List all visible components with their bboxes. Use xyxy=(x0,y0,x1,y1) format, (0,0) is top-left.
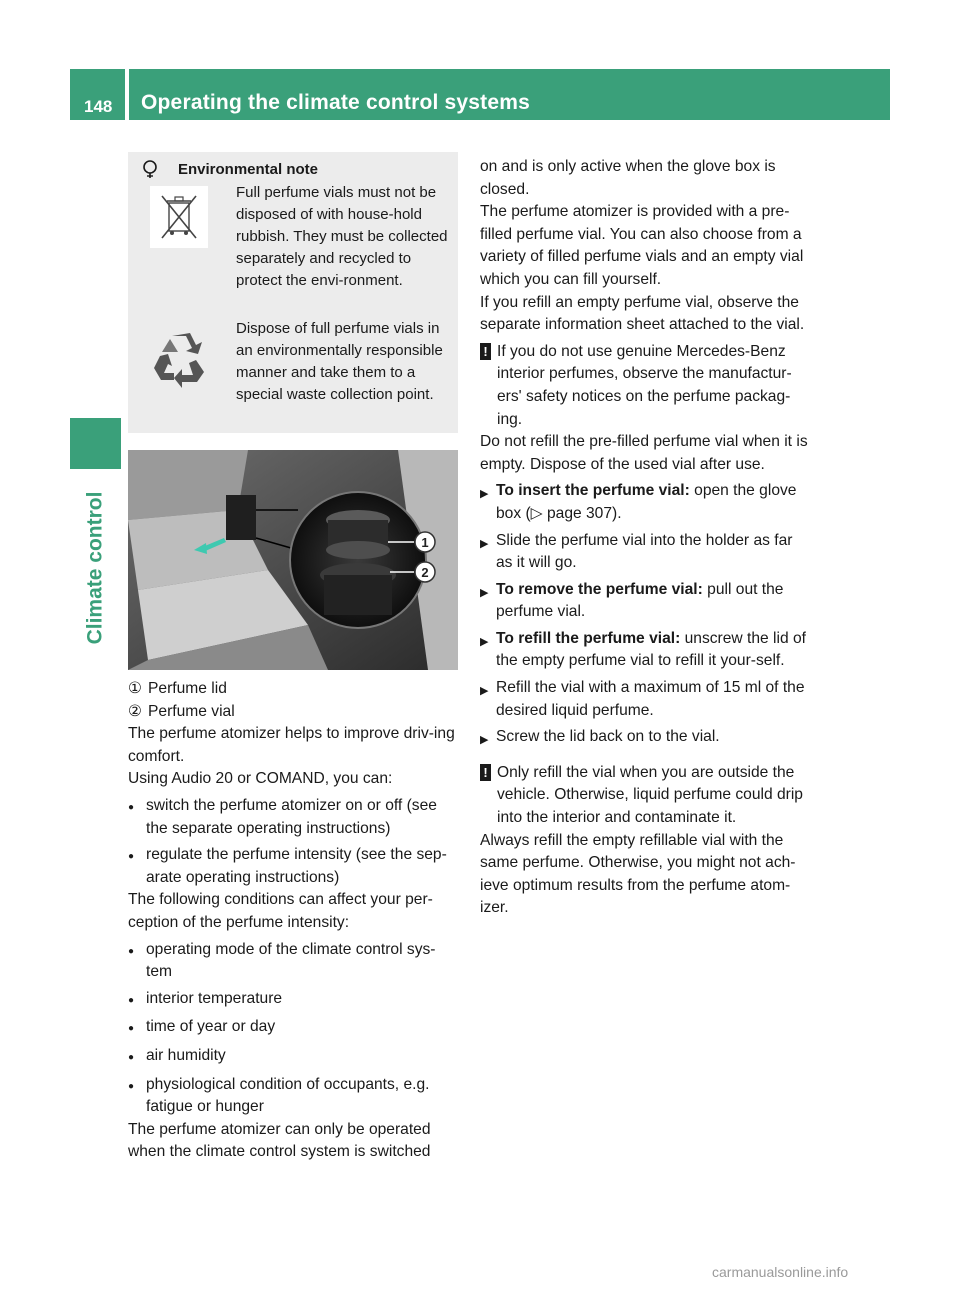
env-note-heading xyxy=(140,159,318,179)
arrow-icon: ▶ xyxy=(480,586,489,599)
list-item: ● air humidity xyxy=(128,1046,226,1064)
warning-note: ! Only refill the vial when you are outside the vehicle. Otherwise, liquid perfume could drip into the interior and contaminate it. xyxy=(480,762,812,830)
page-title: Operating the climate control systems xyxy=(129,69,890,120)
list-item: ● regulate the perfume intensity (see the sep-arate operating instructions) xyxy=(128,846,447,886)
recycle-icon xyxy=(146,326,212,388)
paragraph: The perfume atomizer can only be operated when the climate control system is switched xyxy=(128,1120,431,1161)
list-item: ● operating mode of the climate control sys-tem xyxy=(128,940,436,981)
arrow-icon: ▶ xyxy=(480,488,489,501)
environmental-note xyxy=(128,152,458,433)
side-tab-label: Climate control xyxy=(83,491,107,645)
list-item: ● switch the perfume atomizer on or off (see the separate operating instructions) xyxy=(128,796,437,837)
step-item: ▶ Refill the vial with a maximum of 15 ml of the desired liquid perfume. xyxy=(480,677,812,722)
lightbulb-icon xyxy=(140,159,160,179)
step-item: ▶ To insert the perfume vial: open the glove box (▷ page 307). xyxy=(480,480,812,525)
paragraph: The perfume atomizer is provided with a pre-filled perfume vial. You can also choose from a variety of filled perfume vials and an empty vial which you can fill yourself. xyxy=(480,203,804,288)
warning-icon: ! xyxy=(480,764,491,781)
legend-item: ① Perfume lid xyxy=(128,680,227,697)
paragraph: on and is only active when the glove box is closed. xyxy=(480,158,776,198)
side-tab-marker xyxy=(70,418,121,469)
paragraph: Using Audio 20 or COMAND, you can: xyxy=(128,770,393,788)
step-item: ▶ To remove the perfume vial: pull out the perfume vial. xyxy=(480,579,812,624)
step-item: ▶ Screw the lid back on to the vial. xyxy=(480,726,812,752)
arrow-icon: ▶ xyxy=(480,537,489,550)
paragraph: The perfume atomizer helps to improve driv-ing comfort. xyxy=(128,725,455,765)
arrow-icon: ▶ xyxy=(480,734,489,747)
env-note-heading-text: Environmental note xyxy=(178,160,319,178)
crossed-bin-icon xyxy=(150,186,208,248)
list-item: ● interior temperature xyxy=(128,989,283,1007)
step-item: ▶ To refill the perfume vial: unscrew the lid of the empty perfume vial to refill it your-self. xyxy=(480,628,812,673)
env-note-text-1: Full perfume vials must not be disposed of with house-hold rubbish. They must be collected separately and recycled to protect the envi-ronment. xyxy=(236,184,448,289)
warning-note: ! If you do not use genuine Mercedes-Benz interior perfumes, observe the manufactur-ers' safety notices on the perfume packag-ing. xyxy=(480,341,812,431)
warning-icon: ! xyxy=(480,343,491,360)
page-number: 148 xyxy=(70,69,125,120)
paragraph: Always refill the empty refillable vial with the same perfume. Otherwise, you might not ach-ieve optimum results from the perfume atom-izer. xyxy=(480,831,796,917)
left-column xyxy=(128,678,460,1164)
side-tab xyxy=(70,478,121,658)
paragraph: The following conditions can affect your per-ception of the perfume intensity: xyxy=(128,891,433,931)
env-note-text-2: Dispose of full perfume vials in an environmentally responsible manner and take them to a special waste collection point. xyxy=(236,320,443,403)
callout-1-label: 1 xyxy=(421,535,429,550)
paragraph: If you refill an empty perfume vial, observe the separate information sheet attached to the vial. xyxy=(480,293,805,334)
arrow-icon: ▶ xyxy=(480,685,489,698)
list-item: ● physiological condition of occupants, e.g. fatigue or hunger xyxy=(128,1075,430,1116)
step-item: ▶ Slide the perfume vial into the holder as far as it will go. xyxy=(480,530,812,575)
arrow-icon: ▶ xyxy=(480,635,489,648)
paragraph: Do not refill the pre-filled perfume vial when it is empty. Dispose of the used vial after use. xyxy=(480,433,808,473)
right-column xyxy=(480,156,812,920)
legend-item: ② Perfume vial xyxy=(128,702,235,720)
watermark: carmanualsonline.info xyxy=(712,1264,849,1280)
list-item: ● time of year or day xyxy=(128,1018,276,1036)
callout-2-label: 2 xyxy=(421,565,429,580)
glove-box-photo xyxy=(128,450,458,670)
